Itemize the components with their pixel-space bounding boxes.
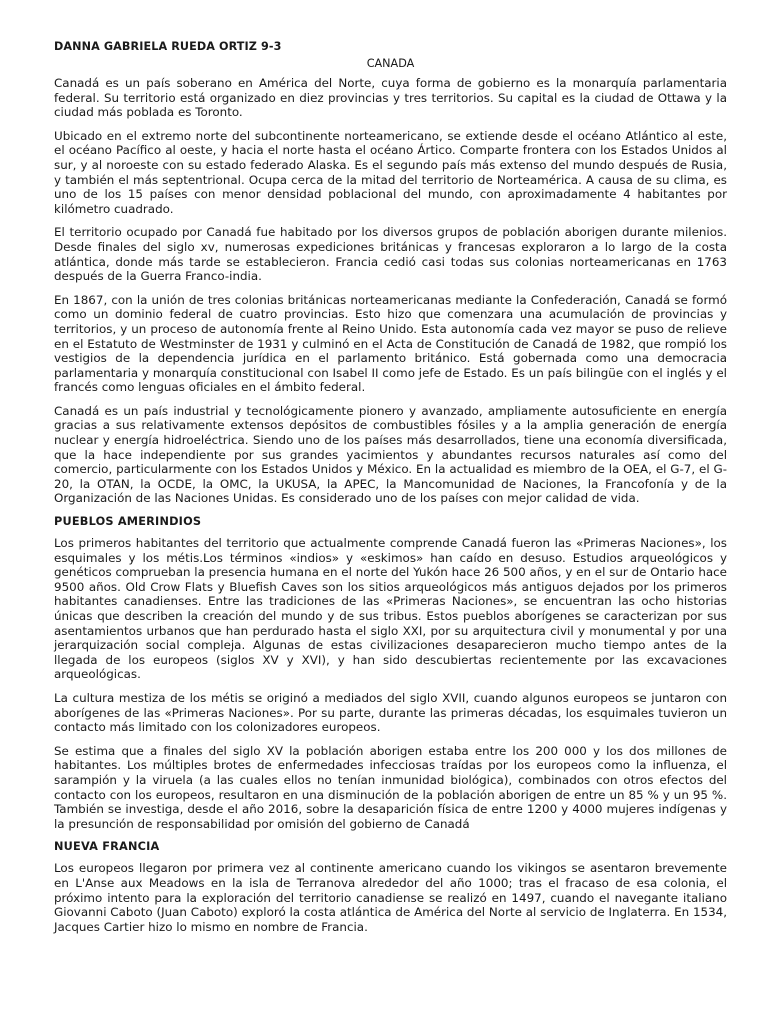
document-title: CANADA bbox=[366, 57, 415, 70]
document-page bbox=[54, 40, 727, 943]
nueva-francia-paragraph: Los europeos llegaron por primera vez al continente americano cuando los vikingos se asentaron brevemente en L'Anse aux Meadows en la isla de Terranova alrededor del año 1000; tras el fracaso de esa colonia, el próximo intento para la exploración del territorio canadiense se realizó en 1497, cuando el navegante italiano Giovanni Caboto (Juan Caboto) exploró la costa atlántica de América del Norte al servicio de Inglaterra. En 1534, Jacques Cartier hizo lo mismo en nombre de Francia. bbox=[54, 861, 727, 934]
author-line: DANNA GABRIELA RUEDA ORTIZ 9-3 bbox=[54, 40, 282, 53]
section-heading-nueva-francia: NUEVA FRANCIA bbox=[54, 840, 160, 854]
intro-paragraph: En 1867, con la unión de tres colonias británicas norteamericanas mediante la Confederación, Canadá se formó como un dominio federal de cuatro provincias. Esto hizo que comenzara una acumulación de provincias y territorios, y un proceso de autonomía frente al Reino Unido. Esta autonomía cada vez mayor se puso de relieve en el Estatuto de Westminster de 1931 y culminó en el Acta de Constitución de Canadá de 1982, que rompió los vestigios de la dependencia jurídica en el parlamento británico. Está gobernada como una democracia parlamentaria y monarquía constitucional con Isabel II como jefe de Estado. Es un país bilingüe con el inglés y el francés como lenguas oficiales en el ámbito federal. bbox=[54, 292, 727, 395]
intro-paragraph: El territorio ocupado por Canadá fue habitado por los diversos grupos de población aborigen durante milenios. Desde finales del siglo xv, numerosas expediciones británicas y francesas exploraron a lo largo de la costa atlántica, donde más tarde se establecieron. Francia cedió casi todas sus colonias norteamericanas en 1763 después de la Guerra Franco-india. bbox=[54, 225, 727, 284]
pueblos-paragraph: Se estima que a finales del siglo XV la población aborigen estaba entre los 200 000 y los dos millones de habitantes. Los múltiples brotes de enfermedades infecciosas traídas por los europeos como la influenza, el sarampión y la viruela (a las cuales ellos no tenían inmunidad biológica), combinados con otros efectos del contacto con los europeos, resultaron en una disminución de la población aborigen de entre un 85 % y un 95 %. También se investiga, desde el año 2016, sobre la desaparición física de entre 1200 y 4000 mujeres indígenas y la presunción de responsabilidad por omisión del gobierno de Canadá bbox=[54, 743, 727, 831]
intro-paragraph: Canadá es un país industrial y tecnológicamente pionero y avanzado, ampliamente autosuficiente en energía gracias a sus relativamente extensos depósitos de combustibles fósiles y a la amplia generación de energía nuclear y energía hidroeléctrica. Siendo uno de los países más desarrollados, tiene una economía diversificada, que la hace independiente por sus grandes yacimientos y abundantes recursos naturales así como del comercio, particularmente con los Estados Unidos y México. En la actualidad es miembro de la OEA, el G-7, el G-20, la OTAN, la OCDE, la OMC, la UKUSA, la APEC, la Mancomunidad de Naciones, la Francofonía y de la Organización de las Naciones Unidas. Es considerado uno de los países con mejor calidad de vida. bbox=[54, 403, 727, 506]
section-heading-pueblos: PUEBLOS AMERINDIOS bbox=[54, 515, 202, 529]
intro-paragraph: Ubicado en el extremo norte del subcontinente norteamericano, se extiende desde el océano Atlántico al este, el océano Pacífico al oeste, y hacia el norte hasta el océano Ártico. Comparte frontera con los Estados Unidos al sur, y al noroeste con su estado federado Alaska. Es el segundo país más extenso del mundo después de Rusia, y también el más septentrional. Ocupa cerca de la mitad del territorio de Norteamérica. A causa de su clima, es uno de los 15 países con menor densidad poblacional del mundo, con aproximadamente 4 habitantes por kilómetro cuadrado. bbox=[54, 128, 727, 216]
pueblos-paragraph: La cultura mestiza de los métis se originó a mediados del siglo XVII, cuando algunos europeos se juntaron con aborígenes de las «Primeras Naciones». Por su parte, durante las primeras décadas, los esquimales tuvieron un contacto más limitado con los colonizadores europeos. bbox=[54, 690, 727, 735]
intro-paragraph: Canadá es un país soberano en América del Norte, cuya forma de gobierno es la monarquía parlamentaria federal. Su territorio está organizado en diez provincias y tres territorios. Su capital es la ciudad de Ottawa y la ciudad más poblada es Toronto. bbox=[54, 76, 727, 120]
pueblos-paragraph: Los primeros habitantes del territorio que actualmente comprende Canadá fueron las «Primeras Naciones», los esquimales y los métis.Los términos «indios» y «eskimos» han caído en desuso. Estudios arqueológicos y genéticos comprueban la presencia humana en el norte del Yukón hace 26 500 años, y en el sur de Ontario hace 9500 años. Old Crow Flats y Bluefish Caves son los sitios arqueológicos más antiguos dejados por los primeros habitantes canadienses. Entre las tradiciones de las «Primeras Naciones», se encuentran las ocho historias únicas que describen la creación del mundo y de sus tribus. Estos pueblos aborígenes se caracterizan por sus asentamientos urbanos que han perdurado hasta el siglo XXI, por su arquitectura civil y monumental y por una jerarquización social compleja. Algunas de estas civilizaciones desaparecieron mucho tiempo antes de la llegada de los europeos (siglos XV y XVI), y han sido descubiertas recientemente por las excavaciones arqueológicas. bbox=[54, 536, 727, 682]
